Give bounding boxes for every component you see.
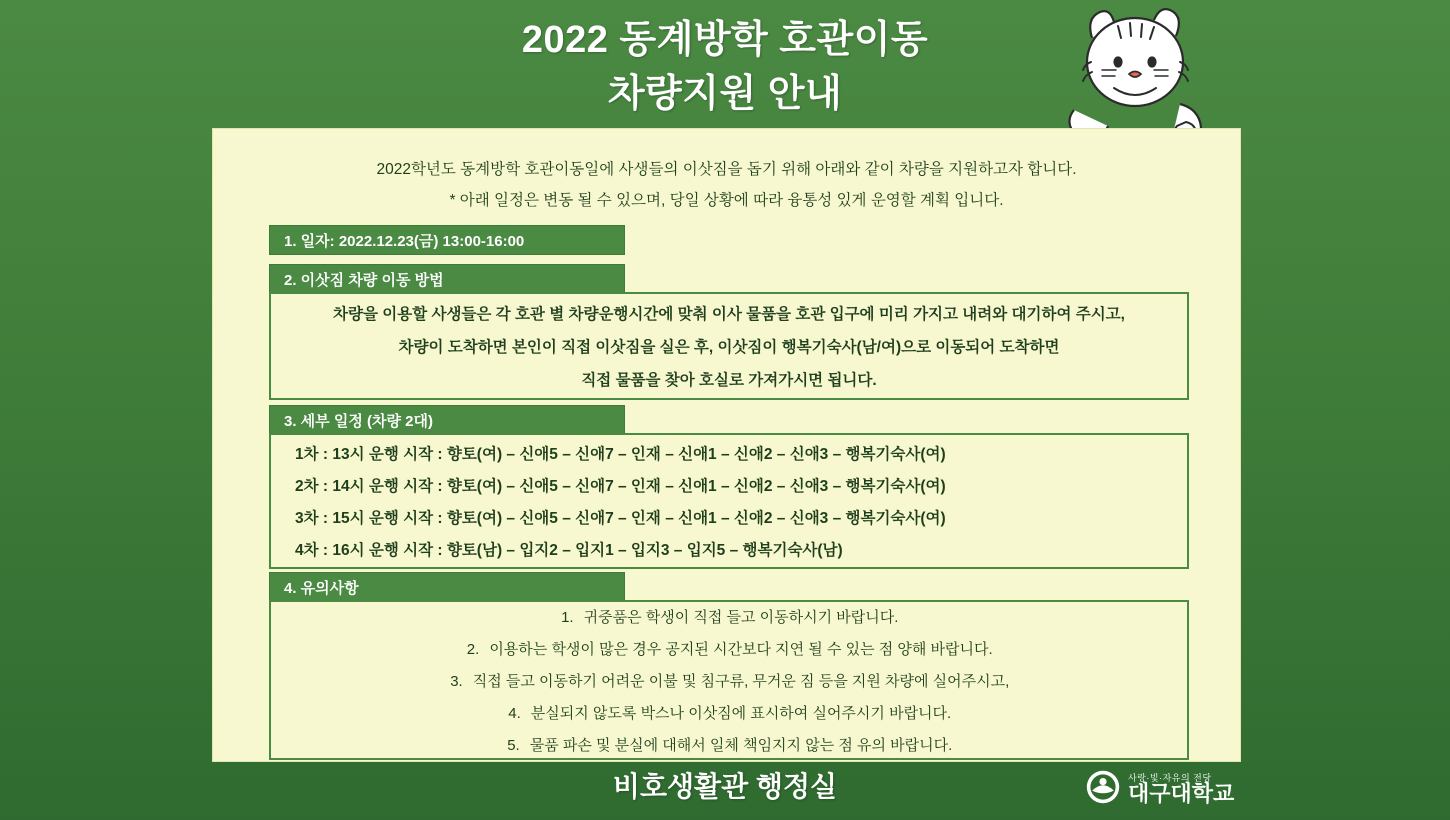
note-number: 4.: [508, 704, 521, 722]
note-item: [271, 702, 1187, 723]
note-number: 5.: [507, 736, 520, 754]
note-number: 1.: [561, 608, 574, 626]
note-item: [271, 638, 1187, 659]
intro-line-2: * 아래 일정은 변동 될 수 있으며, 당일 상황에 따라 융통성 있게 운영할 계획 입니다.: [449, 192, 1004, 210]
note-text: 분실되지 않도록 박스나 이삿짐에 표시하여 실어주시기 바랍니다.: [530, 704, 952, 722]
note-item: [271, 734, 1187, 755]
section-2-body: [269, 292, 1189, 400]
poster-title: [0, 14, 1450, 122]
note-item: [271, 670, 1187, 691]
intro-line-1: 2022학년도 동계방학 호관이동일에 사생들의 이삿짐을 돕기 위해 아래와 같이 차량을 지원하고자 합니다.: [376, 161, 1077, 178]
footer-title: 비호생활관 행정실: [612, 771, 838, 802]
section-4-heading: 4. 유의사항: [269, 572, 625, 602]
section-3-heading: 3. 세부 일정 (차량 2대): [269, 405, 625, 435]
note-text: 물품 파손 및 분실에 대해서 일체 책임지지 않는 점 유의 바랍니다.: [529, 736, 953, 754]
section-2-line: 직접 물품을 찾아 호실로 가져가시면 됩니다.: [581, 372, 877, 389]
route-row: 4차 : 16시 운행 시작 : 향토(남) – 입지2 – 입지1 – 입지3 – 입지5 – 행복기숙사(남): [295, 542, 843, 559]
note-number: 3.: [450, 672, 463, 690]
title-line-2: 차량지원 안내: [607, 72, 843, 115]
section-3-body: [269, 433, 1189, 569]
note-text: 직접 들고 이동하기 어려운 이불 및 침구류, 무거운 짐 등을 지원 차량에 실어주시고,: [472, 672, 1010, 690]
section-2-heading: 2. 이삿짐 차량 이동 방법: [269, 264, 625, 294]
title-line-1: 2022 동계방학 호관이동: [521, 19, 929, 61]
route-row: 3차 : 15시 운행 시작 : 향토(여) – 신애5 – 신애7 – 인재 – 신애1 – 신애2 – 신애3 – 행복기숙사(여): [295, 510, 946, 527]
university-name: 대구대학교: [1128, 781, 1235, 807]
section-4-body: [269, 600, 1189, 760]
note-text: 귀중품은 학생이 직접 들고 이동하시기 바랍니다.: [583, 608, 899, 626]
content-panel: [212, 128, 1241, 762]
route-row: 2차 : 14시 운행 시작 : 향토(여) – 신애5 – 신애7 – 인재 – 신애1 – 신애2 – 신애3 – 행복기숙사(여): [295, 478, 946, 495]
section-1-heading: 1. 일자: 2022.12.23(금) 13:00-16:00: [269, 225, 625, 255]
route-row: 1차 : 13시 운행 시작 : 향토(여) – 신애5 – 신애7 – 인재 – 신애1 – 신애2 – 신애3 – 행복기숙사(여): [295, 446, 946, 463]
university-logo: [1085, 766, 1255, 812]
section-2-line: 차량을 이용할 사생들은 각 호관 별 차량운행시간에 맞춰 이사 물품을 호관 입구에 미리 가지고 내려와 대기하여 주시고,: [333, 306, 1125, 323]
intro-text: [213, 129, 1240, 213]
section-2-line: 차량이 도착하면 본인이 직접 이삿짐을 실은 후, 이삿짐이 행복기숙사(남/여)으로 이동되어 도착하면: [398, 339, 1060, 356]
note-number: 2.: [466, 640, 480, 658]
note-text: 이용하는 학생이 많은 경우 공지된 시간보다 지연 될 수 있는 점 양해 바랍니다.: [489, 640, 993, 658]
university-text: [1128, 773, 1234, 806]
note-item: [271, 606, 1187, 627]
university-emblem-icon: [1085, 769, 1121, 810]
university-slogan: 사랑·빛·자유의 전당: [1128, 772, 1212, 783]
